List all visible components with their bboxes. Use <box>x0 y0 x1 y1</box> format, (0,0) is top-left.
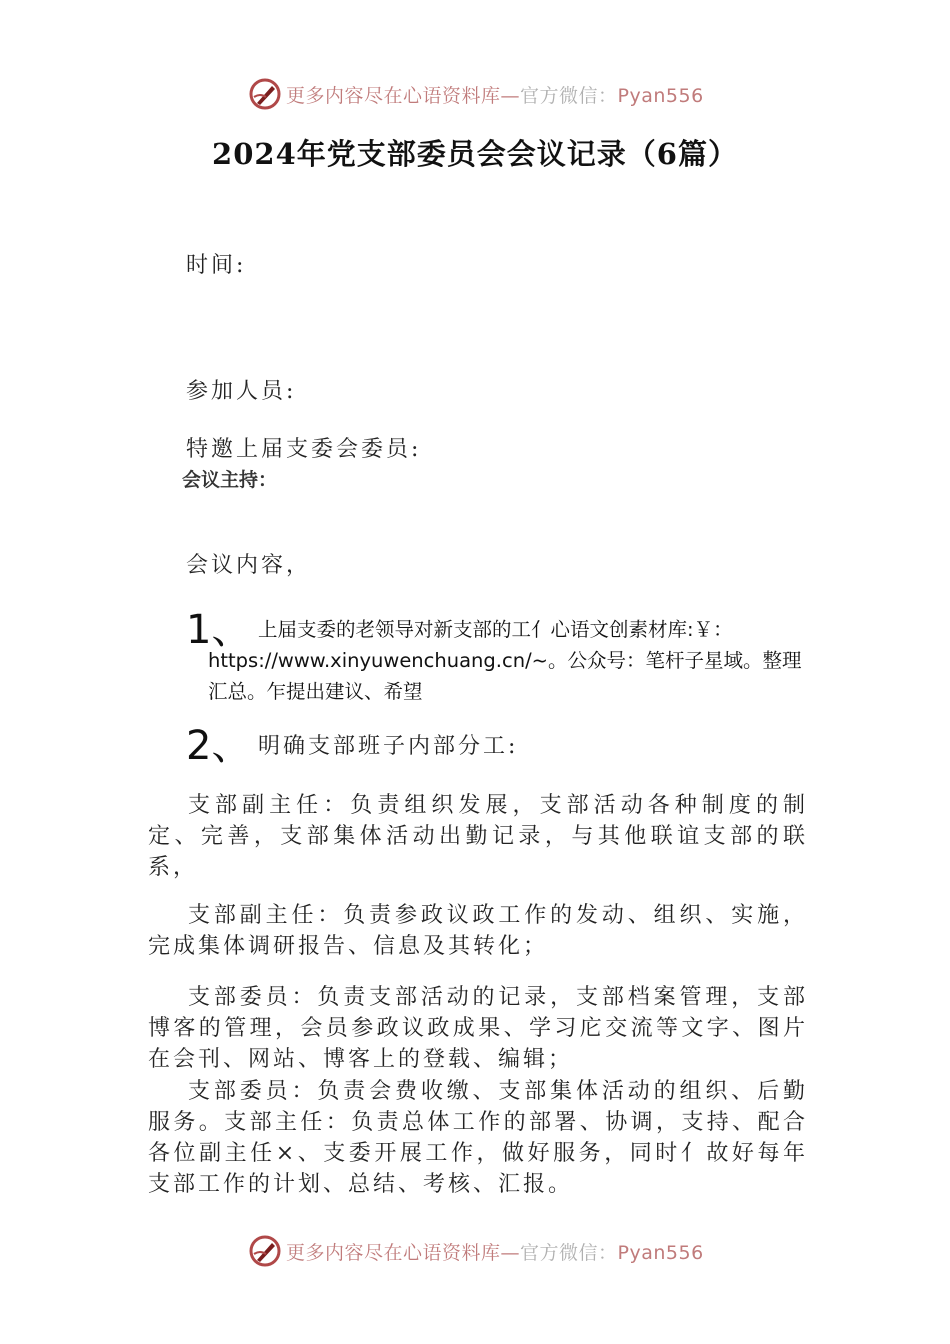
item-number: 1、 <box>186 607 252 653</box>
field-host: 会议主持： <box>182 469 278 491</box>
pen-circle-logo-icon <box>248 77 282 111</box>
footer-banner <box>248 1233 748 1269</box>
field-time: 时间: <box>186 253 247 278</box>
field-invited: 特邀上届支委会委员: <box>186 437 422 462</box>
item-number: 2、 <box>186 723 252 769</box>
pen-circle-logo-icon <box>248 1234 282 1268</box>
item-text: 明确支部班子内部分工: <box>258 734 519 759</box>
paragraph: 支部委员：负责支部活动的记录，支部档案管理，支部博客的管理，会员参政议政成果、学习庀交流等文字、图片在会刊、网站、博客上的登载、编辑； <box>148 985 808 1072</box>
field-attendees: 参加人员: <box>186 379 297 404</box>
banner-text: 更多内容尽在心语资料库—官方微信：Pyan556 <box>286 1241 704 1264</box>
item-text: 上届支委的老领导对新支部的工亻心语文创素材库:￥：https://www.xinyuwenchuang.cn/~。公众号：笔杆子星域。整理汇总。乍提出建议、希望 <box>208 618 802 703</box>
paragraph: 支部副主任：负责参政议政工作的发动、组织、实施，完成集体调研报告、信息及其转化； <box>148 903 808 959</box>
document-title: 2024年党支部委员会会议记录（6篇） <box>212 137 738 171</box>
paragraph: 支部委员：负责会费收缴、支部集体活动的组织、后勤服务。支部主任：负责总体工作的部署、协调，支持、配合各位副主任×、支委开展工作，做好服务，同时亻故好每年支部工作的计划、总结、考核、汇报。 <box>148 1079 808 1197</box>
banner-text: 更多内容尽在心语资料库—官方微信：Pyan556 <box>286 84 704 107</box>
field-content: 会议内容， <box>186 553 312 578</box>
header-banner <box>248 76 748 112</box>
paragraph: 支部副主任：负责组织发展，支部活动各种制度的制定、完善，支部集体活动出勤记录，与其他联谊支部的联系， <box>148 793 808 880</box>
